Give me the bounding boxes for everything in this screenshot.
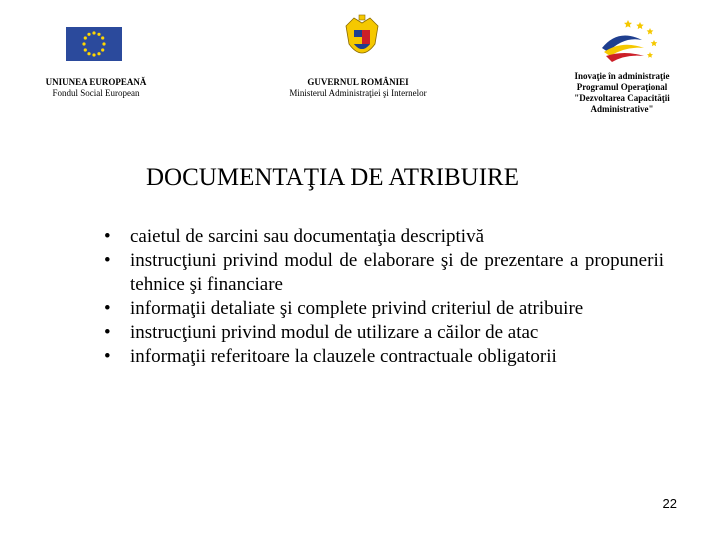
pdcapa-logo-icon [598,18,660,68]
bullet-item: • instrucţiuni privind modul de utilizare a căilor de atac [104,321,664,345]
program-name-line2: Administrative" [590,104,654,114]
bullet-item: • caietul de sarcini sau documentaţia descriptivă [104,225,664,249]
program-name-line1: "Dezvoltarea Capacităţii [574,93,670,103]
page-number: 22 [662,496,677,511]
program-header [560,71,684,115]
government-name: GUVERNUL ROMÂNIEI [307,77,409,87]
program-type: Programul Operaţional [576,82,668,92]
bullet-item: • informaţii detaliate şi complete privind criteriul de atribuire [104,297,664,321]
eu-fund-name: Fondul Social European [52,88,140,98]
bullet-item: • informaţii referitoare la clauzele contractuale obligatorii [104,345,664,369]
government-header [262,77,454,99]
eu-flag-icon [66,27,122,61]
eu-header [28,77,164,99]
ministry-name: Ministerul Administraţiei şi Internelor [289,88,427,98]
slide-title: DOCUMENTAŢIA DE ATRIBUIRE [146,164,519,191]
romania-coat-of-arms-icon [342,14,382,64]
bullet-list [104,225,664,369]
program-tagline: Inovaţie în administraţie [574,71,670,81]
eu-name: UNIUNEA EUROPEANĂ [45,77,147,87]
bullet-item: • instrucţiuni privind modul de elaborare şi de prezentare a propunerii tehnice şi financiare [104,249,664,297]
